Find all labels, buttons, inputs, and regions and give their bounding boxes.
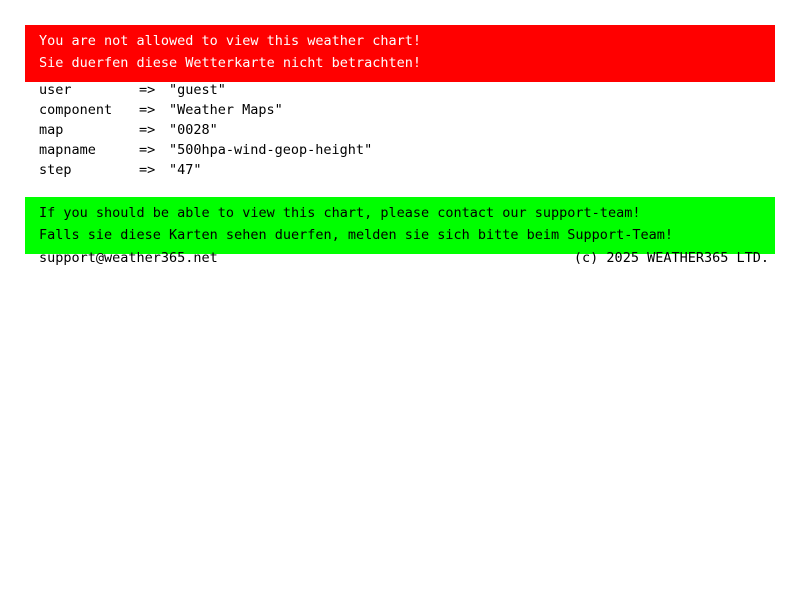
request-parameters: [39, 80, 372, 180]
param-value: "47": [169, 162, 202, 178]
parameters-table: [39, 80, 372, 180]
param-key: step: [39, 162, 72, 178]
param-value: "500hpa-wind-geop-height": [169, 142, 373, 158]
table-row: [39, 120, 372, 140]
table-row: [39, 160, 372, 180]
table-row: [39, 140, 372, 160]
info-banner: [25, 197, 775, 254]
copyright-text: (c) 2025 WEATHER365 LTD.: [573, 250, 769, 266]
error-banner: [25, 25, 775, 82]
error-banner-line-en: You are not allowed to view this weather chart!: [39, 33, 422, 49]
table-row: [39, 100, 372, 120]
param-arrow: =>: [139, 102, 156, 118]
param-arrow: =>: [139, 162, 156, 178]
footer: [39, 250, 769, 266]
info-banner-line-en: If you should be able to view this chart, please contact our support-team!: [39, 205, 641, 221]
param-value: "0028": [169, 122, 218, 138]
table-row: [39, 80, 372, 100]
error-banner-line-de: Sie duerfen diese Wetterkarte nicht betrachten!: [39, 54, 422, 71]
param-value: "Weather Maps": [169, 102, 283, 118]
param-arrow: =>: [139, 82, 156, 98]
param-key: component: [39, 102, 113, 118]
support-email-link[interactable]: support@weather365.net: [39, 250, 218, 266]
param-key: map: [39, 122, 64, 138]
param-arrow: =>: [139, 122, 156, 138]
param-key: mapname: [39, 142, 96, 158]
param-value: "guest": [169, 82, 226, 98]
info-banner-line-de: Falls sie diese Karten sehen duerfen, melden sie sich bitte beim Support-Team!: [39, 226, 673, 243]
param-arrow: =>: [139, 142, 156, 158]
param-key: user: [39, 82, 72, 98]
